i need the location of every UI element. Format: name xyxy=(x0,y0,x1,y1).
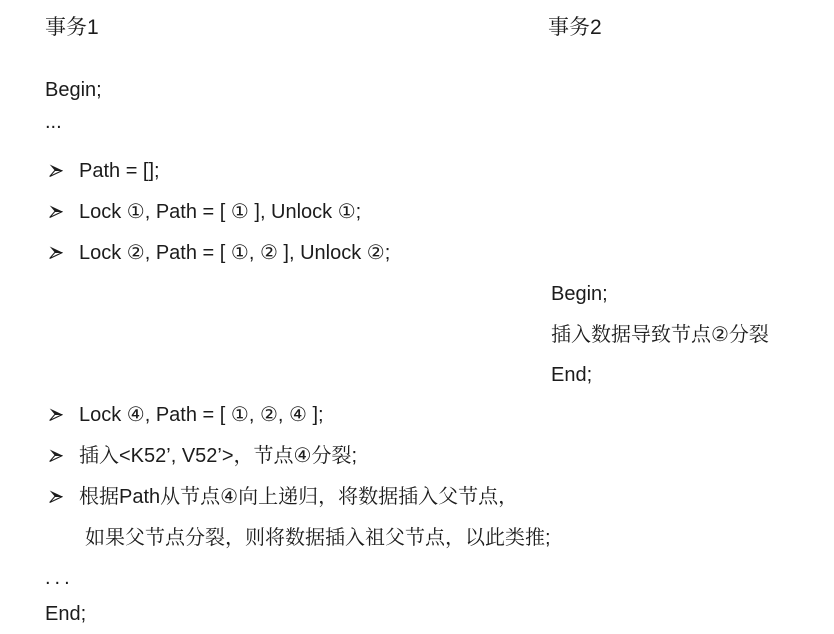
tx1-step-continuation: 如果父节点分裂，则将数据插入祖父节点，以此类推; xyxy=(85,527,551,549)
tx2-begin: Begin; xyxy=(551,283,608,305)
step-text: Path = []; xyxy=(79,160,160,182)
step-text: Lock ①, Path = [ ① ], Unlock ①; xyxy=(79,201,362,223)
tx2-action: 插入数据导致节点②分裂 xyxy=(551,324,769,346)
tx1-step-line xyxy=(48,239,390,267)
tx1-step-line xyxy=(48,401,324,429)
arrow-bullet-icon xyxy=(48,198,65,226)
tx1-begin: Begin; xyxy=(45,79,102,101)
column-header-transaction2: 事务2 xyxy=(548,16,602,39)
arrow-bullet-icon xyxy=(48,401,65,429)
tx1-ellipsis-top: ... xyxy=(45,111,62,133)
tx1-step-line xyxy=(48,483,518,511)
step-text: 根据Path从节点④向上递归，将数据插入父节点， xyxy=(79,486,519,508)
tx1-ellipsis-bottom: ... xyxy=(45,567,74,589)
tx2-end: End; xyxy=(551,364,593,386)
tx1-step-line xyxy=(48,442,357,470)
arrow-bullet-icon xyxy=(48,157,65,185)
tx1-step-line xyxy=(48,198,361,226)
arrow-bullet-icon xyxy=(48,442,65,470)
arrow-bullet-icon xyxy=(48,483,65,511)
column-header-transaction1: 事务1 xyxy=(45,16,99,39)
tx1-step-line xyxy=(48,157,160,185)
tx1-end: End; xyxy=(45,603,87,625)
arrow-bullet-icon xyxy=(48,239,65,267)
step-text: Lock ④, Path = [ ①, ②, ④ ]; xyxy=(79,404,324,426)
step-text: 插入<K52’, V52’>，节点④分裂; xyxy=(79,445,358,467)
step-text: Lock ②, Path = [ ①, ② ], Unlock ②; xyxy=(79,242,391,264)
